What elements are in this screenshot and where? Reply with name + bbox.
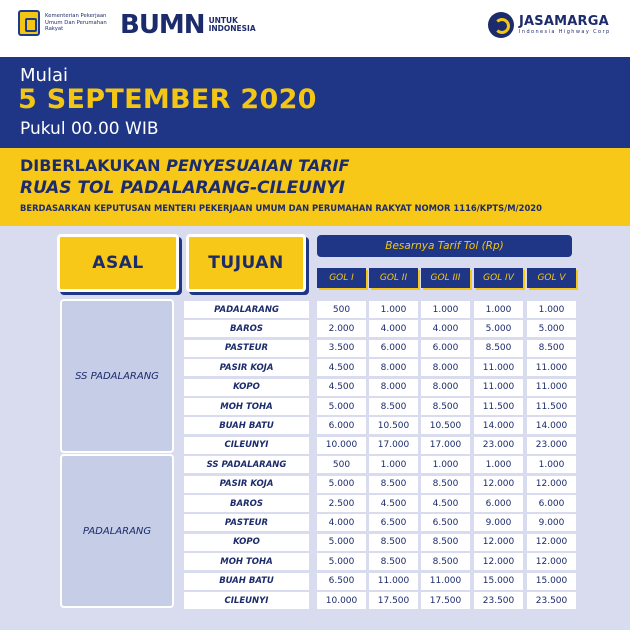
- tariff-value-cell: 1.000: [421, 301, 470, 318]
- class-header-5: GOL V: [527, 268, 576, 288]
- tariff-value-cell: 17.000: [421, 437, 470, 454]
- tariff-value-cell: 11.000: [527, 379, 576, 396]
- class-header-3: GOL III: [421, 268, 470, 288]
- tariff-value-cell: 17.500: [421, 592, 470, 609]
- tariff-value-cell: 11.000: [474, 359, 523, 376]
- tariff-value-cell: 12.000: [527, 476, 576, 493]
- class-header-1: GOL I: [317, 268, 366, 288]
- tariff-value-cell: 8.000: [369, 379, 418, 396]
- destination-cell: KOPO: [184, 534, 309, 551]
- jasamarga-emblem-icon: [488, 12, 514, 38]
- jasamarga-name: JASAMARGA: [519, 13, 609, 29]
- destination-cell: PASIR KOJA: [184, 476, 309, 493]
- tariff-value-cell: 1.000: [474, 301, 523, 318]
- tariff-value-cell: 1.000: [369, 456, 418, 473]
- jasamarga-tagline: Indonesia Highway Corp: [519, 28, 611, 35]
- start-label: Mulai: [20, 65, 68, 86]
- origin-cell: SS PADALARANG: [60, 299, 174, 453]
- bumn-logo: [120, 12, 273, 38]
- tariff-value-cell: 11.000: [474, 379, 523, 396]
- tariff-value-cell: 9.000: [474, 514, 523, 531]
- tariff-value-cell: 8.500: [369, 534, 418, 551]
- tariff-value-cell: 1.000: [527, 456, 576, 473]
- tariff-value-cell: 4.000: [317, 514, 366, 531]
- logo-header: [0, 0, 630, 57]
- tariff-value-cell: 23.500: [474, 592, 523, 609]
- tariff-value-cell: 8.500: [421, 476, 470, 493]
- tariff-value-cell: 6.500: [369, 514, 418, 531]
- destination-column-header: TUJUAN: [186, 234, 306, 292]
- destination-cell: SS PADALARANG: [184, 456, 309, 473]
- tariff-value-cell: 5.000: [527, 320, 576, 337]
- tariff-value-cell: 6.000: [474, 495, 523, 512]
- tariff-value-cell: 8.000: [421, 379, 470, 396]
- destination-cell: MOH TOHA: [184, 398, 309, 415]
- toll-route-title: RUAS TOL PADALARANG-CILEUNYI: [20, 178, 345, 198]
- tariff-value-cell: 8.500: [421, 398, 470, 415]
- destination-cell: KOPO: [184, 379, 309, 396]
- destination-cell: PASIR KOJA: [184, 359, 309, 376]
- announcement-band: [0, 57, 630, 148]
- tariff-value-cell: 12.000: [474, 476, 523, 493]
- tariff-value-cell: 1.000: [474, 456, 523, 473]
- legal-basis: BERDASARKAN KEPUTUSAN MENTERI PEKERJAAN UMUM DAN PERUMAHAN RAKYAT NOMOR 1116/KPTS/M/2020: [20, 203, 542, 213]
- tariff-value-cell: 4.500: [369, 495, 418, 512]
- tariff-value-cell: 1.000: [369, 301, 418, 318]
- tariff-value-cell: 8.000: [421, 359, 470, 376]
- tariff-value-cell: 10.000: [317, 437, 366, 454]
- ministry-name: Kementerian Pekerjaan Umum Dan Perumahan Rakyat: [45, 13, 107, 33]
- tariff-value-cell: 11.000: [369, 573, 418, 590]
- destination-cell: CILEUNYI: [184, 437, 309, 454]
- destination-cell: BAROS: [184, 320, 309, 337]
- tariff-value-cell: 10.500: [421, 417, 470, 434]
- tariff-value-cell: 11.000: [421, 573, 470, 590]
- notice-prefix: DIBERLAKUKAN: [20, 156, 167, 175]
- effective-time: Pukul 00.00 WIB: [20, 119, 159, 139]
- tariff-value-cell: 4.500: [317, 359, 366, 376]
- tariff-value-cell: 4.500: [317, 379, 366, 396]
- destination-cell: BUAH BATU: [184, 417, 309, 434]
- destination-cell: MOH TOHA: [184, 553, 309, 570]
- pupr-logo: [18, 10, 125, 36]
- tariff-value-cell: 8.500: [369, 398, 418, 415]
- destination-cell: CILEUNYI: [184, 592, 309, 609]
- bumn-wordmark: BUMN: [120, 10, 205, 40]
- tariff-value-cell: 6.000: [421, 340, 470, 357]
- tariff-value-cell: 15.000: [527, 573, 576, 590]
- tariff-value-cell: 11.000: [527, 359, 576, 376]
- tariff-value-cell: 1.000: [421, 456, 470, 473]
- tariff-value-cell: 2.500: [317, 495, 366, 512]
- tariff-value-cell: 11.500: [474, 398, 523, 415]
- tariff-header: Besarnya Tarif Tol (Rp): [317, 235, 572, 257]
- tariff-value-cell: 5.000: [317, 553, 366, 570]
- tariff-value-cell: 8.500: [527, 340, 576, 357]
- tariff-value-cell: 8.500: [369, 553, 418, 570]
- destination-cell: BUAH BATU: [184, 573, 309, 590]
- tariff-value-cell: 5.000: [317, 476, 366, 493]
- origin-column-header: ASAL: [57, 234, 179, 292]
- tariff-value-cell: 14.000: [527, 417, 576, 434]
- tariff-value-cell: 4.000: [421, 320, 470, 337]
- tariff-value-cell: 8.500: [421, 553, 470, 570]
- tariff-value-cell: 8.500: [421, 534, 470, 551]
- tariff-value-cell: 17.500: [369, 592, 418, 609]
- destination-cell: BAROS: [184, 495, 309, 512]
- tariff-value-cell: 8.000: [369, 359, 418, 376]
- tariff-value-cell: 17.000: [369, 437, 418, 454]
- tariff-value-cell: 12.000: [527, 553, 576, 570]
- tariff-value-cell: 8.500: [369, 476, 418, 493]
- class-header-4: GOL IV: [474, 268, 523, 288]
- tariff-value-cell: 6.000: [369, 340, 418, 357]
- tariff-value-cell: 11.500: [527, 398, 576, 415]
- tariff-value-cell: 23.500: [527, 592, 576, 609]
- tariff-value-cell: 5.000: [317, 398, 366, 415]
- tariff-value-cell: 2.000: [317, 320, 366, 337]
- tariff-value-cell: 8.500: [474, 340, 523, 357]
- tariff-value-cell: 6.500: [421, 514, 470, 531]
- tariff-value-cell: 10.000: [317, 592, 366, 609]
- tariff-value-cell: 23.000: [527, 437, 576, 454]
- tariff-value-cell: 9.000: [527, 514, 576, 531]
- destination-cell: PASTEUR: [184, 340, 309, 357]
- destination-cell: PADALARANG: [184, 301, 309, 318]
- notice-line-1: [20, 156, 349, 175]
- tariff-value-cell: 12.000: [527, 534, 576, 551]
- tariff-value-cell: 6.000: [317, 417, 366, 434]
- tariff-value-cell: 500: [317, 301, 366, 318]
- tariff-value-cell: 12.000: [474, 534, 523, 551]
- tariff-value-cell: 1.000: [527, 301, 576, 318]
- tariff-value-cell: 3.500: [317, 340, 366, 357]
- notice-emphasis: PENYESUAIAN TARIF: [166, 156, 350, 175]
- tariff-value-cell: 4.500: [421, 495, 470, 512]
- destination-cell: PASTEUR: [184, 514, 309, 531]
- tariff-value-cell: 10.500: [369, 417, 418, 434]
- origin-cell: PADALARANG: [60, 454, 174, 608]
- tariff-value-cell: 23.000: [474, 437, 523, 454]
- pupr-emblem-icon: [18, 10, 40, 36]
- tariff-value-cell: 14.000: [474, 417, 523, 434]
- notice-band: [0, 148, 630, 226]
- tariff-value-cell: 6.000: [527, 495, 576, 512]
- jasamarga-logo: [488, 12, 611, 38]
- effective-date: 5 SEPTEMBER 2020: [18, 84, 317, 115]
- tariff-value-cell: 5.000: [317, 534, 366, 551]
- tariff-value-cell: 500: [317, 456, 366, 473]
- tariff-value-cell: 15.000: [474, 573, 523, 590]
- tariff-value-cell: 6.500: [317, 573, 366, 590]
- tariff-value-cell: 12.000: [474, 553, 523, 570]
- tariff-value-cell: 5.000: [474, 320, 523, 337]
- bumn-subtitle: UNTUK INDONESIA: [208, 16, 256, 33]
- tariff-value-cell: 4.000: [369, 320, 418, 337]
- class-header-2: GOL II: [369, 268, 418, 288]
